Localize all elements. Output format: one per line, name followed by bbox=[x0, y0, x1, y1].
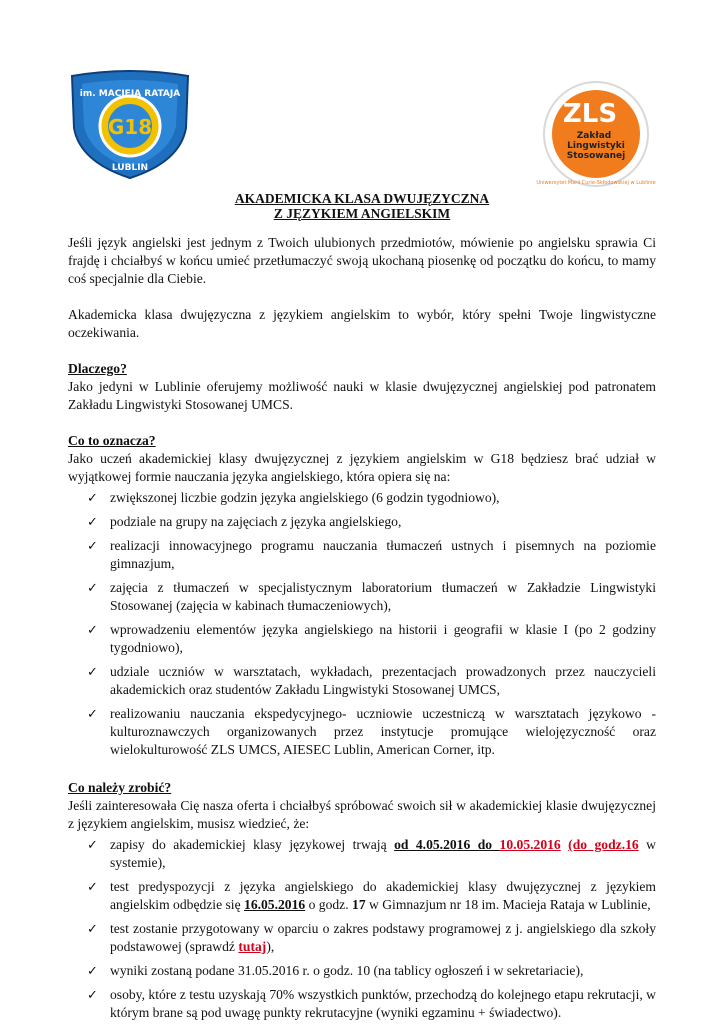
list-item: ✓ podziale na grupy na zajęciach z języka angielskiego, bbox=[87, 514, 402, 529]
list-item: ✓ osoby, które z testu uzyskają 70% wszystkich punktów, przechodzą do kolejnego etapu rekrutacji, w którym brane są pod uwagę punkty rekrutacyjne (wyniki egzaminu + świadectwo). bbox=[87, 987, 656, 1020]
check-icon: ✓ bbox=[87, 706, 98, 721]
svg-text:Zakład: Zakład bbox=[576, 131, 612, 141]
check-icon: ✓ bbox=[87, 490, 98, 505]
list-item: ✓ test predyspozycji z języka angielskiego do akademickiej klasy dwujęzycznej z językiem angielskim odbędzie się 16.05.2016 o godz. 17 w Gimnazjum nr 18 im. Macieja Rataja w Lublinie, bbox=[87, 879, 656, 912]
title-line-2: Z JĘZYKIEM ANGIELSKIM bbox=[273, 206, 451, 221]
check-icon: ✓ bbox=[87, 987, 98, 1002]
check-icon: ✓ bbox=[87, 538, 98, 553]
todo-text: Jeśli zainteresowała Cię nasza oferta i chciałbyś spróbować swoich sił w akademickiej klasie dwujęzycznej z językiem angielskim, musisz wiedzieć, że: bbox=[68, 798, 656, 831]
todo-list bbox=[68, 836, 656, 1022]
svg-text:ZLS: ZLS bbox=[562, 99, 618, 129]
zls-logo bbox=[532, 80, 662, 190]
why-text: Jako jedyni w Lublinie oferujemy możliwość nauki w klasie dwujęzycznej angielskiej pod patronatem Zakładu Lingwistyki Stosowanej UMCS. bbox=[68, 379, 656, 412]
intro-paragraph-1: Jeśli język angielski jest jednym z Twoich ulubionych przedmiotów, mówienie po angielsku sprawia Ci frajdę i chciałbyś w końcu umieć przetłumaczyć swoją ukochaną piosenkę od początku do końcu, to mamy coś specjalnie dla Ciebie. bbox=[68, 235, 656, 286]
means-text: Jako uczeń akademickiej klasy dwujęzycznej z językiem angielskim w G18 będziesz brać udział w wyjątkowej formie nauczania języka angielskiego, która opiera się na: bbox=[68, 451, 656, 484]
list-item: ✓ wprowadzeniu elementów języka angielskiego na historii i geografii w klasie I (po 2 godziny tygodniowo), bbox=[87, 622, 656, 655]
todo-heading: Co należy zrobić? bbox=[68, 780, 172, 795]
check-icon: ✓ bbox=[87, 664, 98, 679]
svg-text:Lingwistyki: Lingwistyki bbox=[567, 141, 625, 151]
svg-text:Uniwersytet Marii Curie-Skłodo: Uniwersytet Marii Curie-Skłodowskiej w Lublinie bbox=[536, 180, 656, 186]
check-icon: ✓ bbox=[87, 622, 98, 637]
check-icon: ✓ bbox=[87, 963, 98, 978]
svg-text:im. MACIEJA RATAJA: im. MACIEJA RATAJA bbox=[79, 89, 181, 99]
why-heading: Dlaczego? bbox=[68, 361, 127, 376]
svg-text:Stosowanej: Stosowanej bbox=[566, 151, 626, 161]
list-item: ✓ realizacji innowacyjnego programu nauczania tłumaczeń ustnych i pisemnych na poziomie gimnazjum, bbox=[87, 538, 656, 571]
g18-logo bbox=[68, 70, 192, 180]
title-line-1: AKADEMICKA KLASA DWUJĘZYCZNA bbox=[234, 191, 490, 206]
list-item: ✓ realizowaniu nauczania ekspedycyjnego- uczniowie uczestniczą w warsztatach językowo - kulturoznawczych organizowanych przez instytucje promujące wielojęzyczność oraz wielokulturowość ZLS UMCS, AIESEC Lublin, American Corner, itp. bbox=[87, 706, 656, 757]
check-icon: ✓ bbox=[87, 580, 98, 595]
svg-text:G18: G18 bbox=[107, 115, 153, 139]
check-icon: ✓ bbox=[87, 921, 98, 936]
document-title bbox=[68, 191, 656, 221]
list-item: ✓ test zostanie przygotowany w oparciu o zakres podstawy programowej z j. angielskiego dla szkoły podstawowej (sprawdź tutaj), bbox=[87, 921, 656, 954]
means-list bbox=[68, 489, 656, 759]
document-body bbox=[68, 234, 656, 1028]
list-item: ✓ zwiększonej liczbie godzin języka angielskiego (6 godzin tygodniowo), bbox=[87, 490, 500, 505]
check-icon: ✓ bbox=[87, 879, 98, 894]
svg-text:LUBLIN: LUBLIN bbox=[111, 163, 149, 173]
check-icon: ✓ bbox=[87, 837, 98, 852]
list-item: ✓ udziale uczniów w warsztatach, wykładach, prezentacjach prowadzonych przez nauczycieli akademickich oraz studentów Zakładu Lingwistyki Stosowanej UMCS, bbox=[87, 664, 656, 697]
means-heading: Co to oznacza? bbox=[68, 433, 156, 448]
list-item: ✓ wyniki zostaną podane 31.05.2016 r. o godz. 10 (na tablicy ogłoszeń i w sekretariacie), bbox=[87, 963, 584, 978]
intro-paragraph-2: Akademicka klasa dwujęzyczna z językiem angielskim to wybór, który spełni Twoje lingwistyczne oczekiwania. bbox=[68, 307, 656, 340]
check-icon: ✓ bbox=[87, 514, 98, 529]
list-item: ✓ zapisy do akademickiej klasy językowej trwają od 4.05.2016 do 10.05.2016 (do godz.16 w systemie), bbox=[87, 837, 656, 870]
tutaj-link[interactable]: tutaj bbox=[238, 939, 267, 954]
list-item: ✓ zajęcia z tłumaczeń w specjalistycznym laboratorium tłumaczeń w Zakładzie Lingwistyki Stosowanej (zajęcia w kabinach tłumaczeniowych), bbox=[87, 580, 656, 613]
